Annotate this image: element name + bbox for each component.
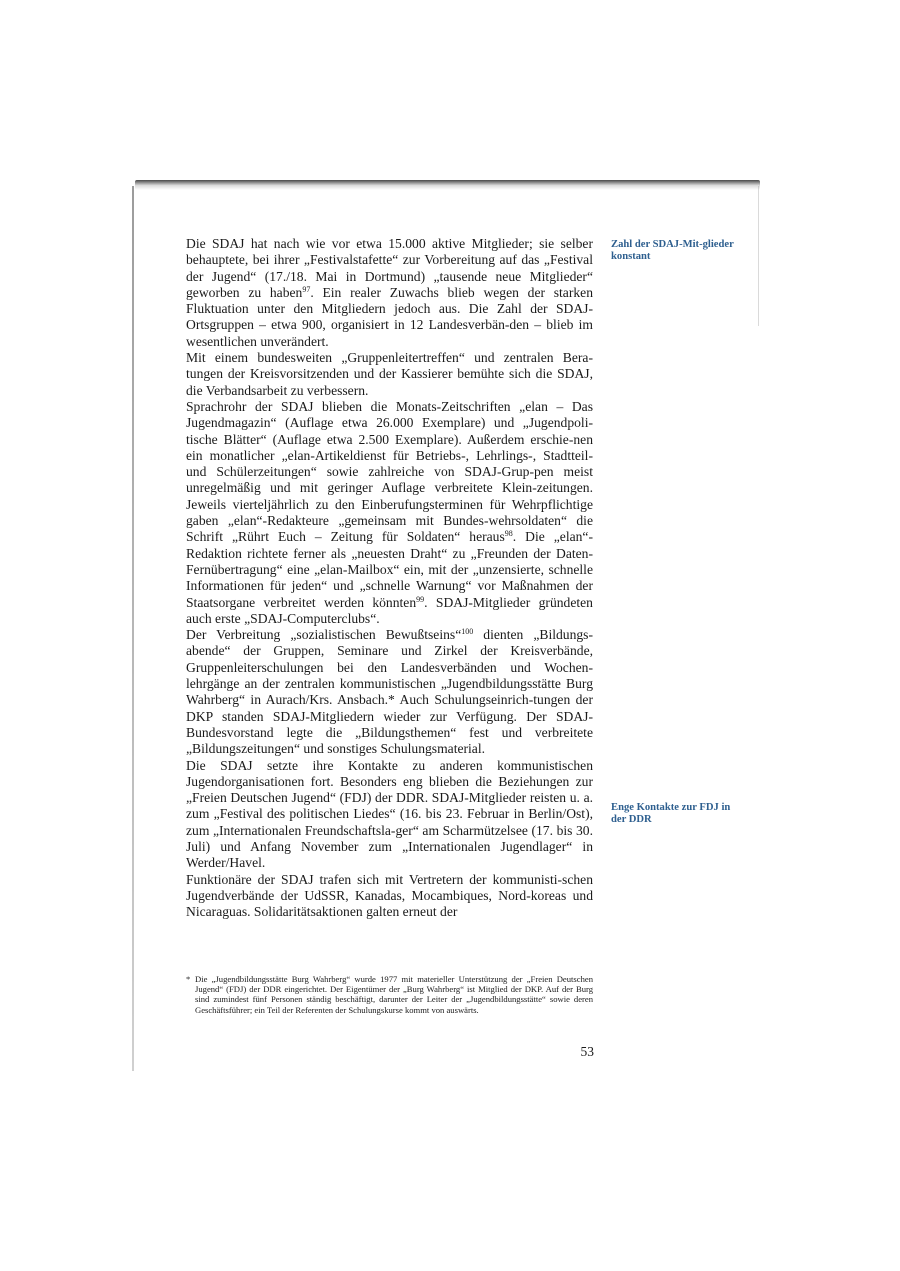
footnote-text: Die „Jugendbildungsstätte Burg Wahrberg“ wurde 1977 mit materieller Unterstützung der „Freien Deutschen Jugend“ (FDJ) der DDR eingerichtet. Der Eigentümer der „Burg Wahrberg“ ist Mitglied der DKP. Auf der Burg sind zumindest fünf Personen ständig beschäftigt, darunter der Leiter der „Jugendbildungsstätte“ sowie deren Geschäftsführer; ein Teil der Referenten der Schulungskurse kommt von auswärts. xyxy=(195,974,593,1015)
paragraph-contacts: Die SDAJ setzte ihre Kontakte zu anderen kommunistischen Jugendorganisationen fort. Besonders eng blieben die Beziehungen zur „Freien Deutschen Jugend“ (FDJ) der DDR. SDAJ-Mitglieder reisten u. a. zum „Festival des politischen Liedes“ (16. bis 23. Februar in Berlin/Ost), zum „Internationalen Freundschaftsla-ger“ am Scharmützelsee (17. bis 30. Juli) und Anfang November zum „Internationalen Jugendlager“ in Werder/Havel. xyxy=(186,757,593,871)
footnote-ref-97: 97 xyxy=(302,284,311,294)
paragraph-education: Der Verbreitung „sozialistischen Bewußtseins“$^{100}$ dienten „Bildungs-abende“ der Gruppen, Seminare und Zirkel der Kreisverbände, Gruppenleiterschulungen bei den Landesverbänden und Wochen-lehrgänge an der zentralen kommunistischen „Jugendbildungsstätte Burg Wahrberg“ in Aurach/Krs. Ansbach.* Auch Schulungseinrich-tungen der DKP standen SDAJ-Mitgliedern wieder zur Verfügung. Der SDAJ-Bundesvorstand legte die „Bildungsthemen“ fest und verbreitete „Bildungszeitungen“ und sonstiges Schulungsmaterial. xyxy=(186,627,593,757)
footnote-ref-99: 99 xyxy=(416,594,425,604)
footnote-ref-98: 98 xyxy=(504,529,513,539)
body-text xyxy=(186,236,593,920)
footnote xyxy=(186,974,593,1015)
paragraph-publications: Sprachrohr der SDAJ blieben die Monats-Zeitschriften „elan – Das Jugendmagazin“ (Auflage etwa 26.000 Exemplare) und „Jugendpoli-tische Blätter“ (Auflage etwa 2.500 Exemplare). Außerdem erschie-nen ein monatlicher „elan-Artikeldienst für Betriebs-, Lehrlings-, Stadtteil- und Schülerzeitungen“ sowie zahlreiche von SDAJ-Grup-pen meist unregelmäßig und mit geringer Auflage verbreitete Klein-zeitungen. Jeweils vierteljährlich zu den Einberufungsterminen für Wehrpflichtige gaben „elan“-Redakteure „gemeinsam mit Bundes-wehrsoldaten“ die Schrift „Rührt Euch – Zeitung für Soldaten“ heraus$^{98}$. Die „elan“-Redaktion richtete ferner als „neuesten Draht“ zu „Freunden der Daten-Fernübertragung“ eine „elan-Mailbox“ ein, mit der „unzensierte, schnelle Informationen für jeden“ und „schnelle Warnung“ vor Maßnahmen der Staatsorgane verbreitet werden könnten$^{99}$. SDAJ-Mitglieder gründeten auch erste „SDAJ-Computerclubs“. xyxy=(186,398,593,626)
page-number: 53 xyxy=(580,1044,594,1059)
paragraph-functionaries: Funktionäre der SDAJ trafen sich mit Vertretern der kommunisti-schen Jugendverbände der UdSSR, Kanadas, Mocambiques, Nord-koreas und Nicaraguas. Solidaritätsaktionen galten erneut der xyxy=(186,871,593,920)
paragraph-membership: Die SDAJ hat nach wie vor etwa 15.000 aktive Mitglieder; sie selber behauptete, bei ihrer „Festivalstafette“ zur Vorbereitung auf das „Festival der Jugend“ (17./18. Mai in Dortmund) „tausende neue Mitglieder“ geworben zu haben$^{97}$. Ein realer Zuwachs blieb wegen der starken Fluktuation unter den Mitgliedern jedoch aus. Die Zahl der SDAJ-Ortsgruppen – etwa 900, organisiert in 12 Landesverbän-den – blieb im wesentlichen unverändert. xyxy=(186,236,593,349)
footnote-mark: * xyxy=(186,974,191,984)
page-edge-shadow-left xyxy=(132,186,134,1071)
page-edge-shadow-right xyxy=(758,186,759,326)
page-edge-shadow-top xyxy=(135,180,760,190)
margin-note-fdj-contacts: Enge Kontakte zur FDJ in der DDR xyxy=(611,802,731,826)
margin-note-membership: Zahl der SDAJ-Mit-glieder konstant xyxy=(611,239,734,263)
footnote-ref-100: 100 xyxy=(461,627,474,637)
paragraph-meetings: Mit einem bundesweiten „Gruppenleitertreffen“ und zentralen Bera-tungen der Kreisvorsitzenden und der Kassierer bemühte sich die SDAJ, die Verbandsarbeit zu verbessern. xyxy=(186,350,593,398)
